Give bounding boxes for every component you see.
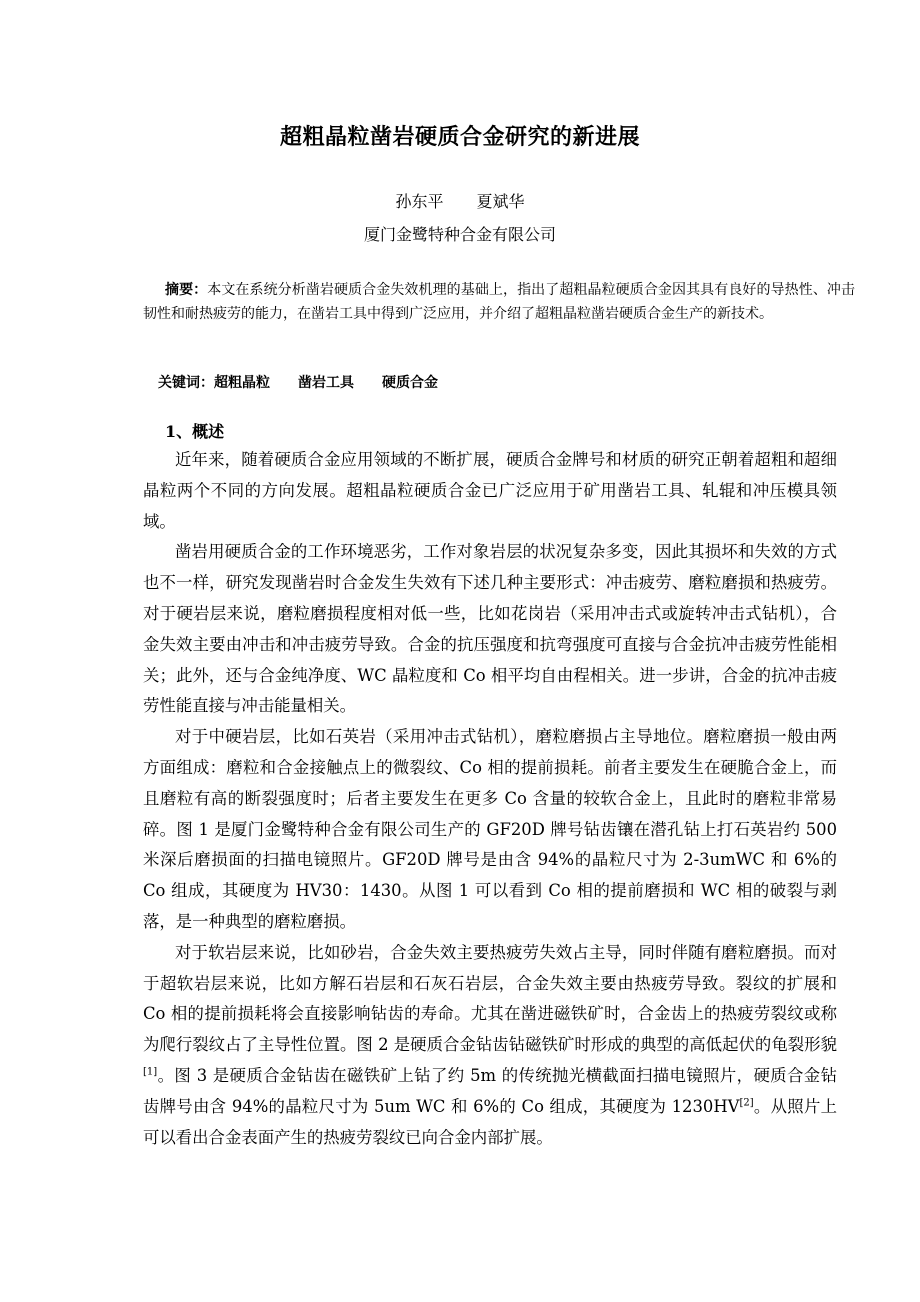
author-list	[0, 189, 920, 212]
author-affiliation: 厦门金鹭特种合金有限公司	[363, 225, 556, 244]
abstract-text: 本文在系统分析凿岩硬质合金失效机理的基础上，指出了超粗晶粒硬质合金因其具有良好的导热性、冲击韧性和耐热疲劳的能力，在凿岩工具中得到广泛应用，并介绍了超粗晶粒凿岩硬质合金生产的新技术。	[143, 282, 855, 322]
body-paragraph: 凿岩用硬质合金的工作环境恶劣，工作对象岩层的状况复杂多变，因此其损坏和失效的方式也不一样，研究发现凿岩时合金发生失效有下述几种主要形式：冲击疲劳、磨粒磨损和热疲劳。对于硬岩层来说，磨粒磨损程度相对低一些，比如花岗岩（采用冲击式或旋转冲击式钻机），合金失效主要由冲击和冲击疲劳导致。合金的抗压强度和抗弯强度可直接与合金抗冲击疲劳性能相关；此外，还与合金纯净度、WC 晶粒度和 Co 相平均自由程相关。进一步讲，合金的抗冲击疲劳性能直接与冲击能量相关。	[143, 542, 837, 716]
paragraph-text: 。从照片上可以看出合金表面产生的热疲劳裂纹已向合金内部扩展。	[143, 1096, 838, 1147]
paragraph-text: 对于软岩层来说，比如砂岩，合金失效主要热疲劳失效占主导，同时伴随有磨粒磨损。而对于超软岩层来说，比如方解石岩层和石灰石岩层，合金失效主要由热疲劳导致。裂纹的扩展和 Co 相的提前损耗将会直接影响钻齿的寿命。尤其在凿进磁铁矿时，合金齿上的热疲劳裂纹或称为爬行裂纹占了主导性位置。图 2 是硬质合金钻齿钻磁铁矿时形成的典型的高低起伏的龟裂形貌	[143, 942, 837, 1055]
author-name: 夏斌华	[476, 192, 525, 211]
body-paragraph: 近年来，随着硬质合金应用领域的不断扩展，硬质合金牌号和材质的研究正朝着超粗和超细晶粒两个不同的方向发展。超粗晶粒硬质合金已广泛应用于矿用凿岩工具、轧辊和冲压模具领域。	[143, 450, 837, 531]
body-paragraph	[143, 938, 837, 1154]
abstract-label: 摘要：	[165, 282, 208, 298]
keywords-label: 关键词：	[158, 375, 214, 391]
paragraph-text: 。图 3 是硬质合金钻齿在磁铁矿上钻了约 5m 的传统抛光横截面扫描电镜照片，硬质合金钻齿牌号由含 94%的晶粒尺寸为 5um WC 和 6%的 Co 组成，其硬度为 1230HV	[143, 1065, 837, 1116]
keywords	[158, 371, 466, 395]
body-paragraph: 对于中硬岩层，比如石英岩（采用冲击式钻机），磨粒磨损占主导地位。磨粒磨损一般由两方面组成：磨粒和合金接触点上的微裂纹、Co 相的提前损耗。前者主要发生在硬脆合金上，而且磨粒有高的断裂强度时；后者主要发生在更多 Co 含量的较软合金上，且此时的磨粒非常易碎。图 1 是厦门金鹭特种合金有限公司生产的 GF20D 牌号钻齿镶在潜孔钻上打石英岩约 500 米深后磨损面的扫描电镜照片。GF20D 牌号是由含 94%的晶粒尺寸为 2-3umWC 和 6%的 Co 组成，其硬度为 HV30：1430。从图 1 可以看到 Co 相的提前磨损和 WC 相的破裂与剥落，是一种典型的磨粒磨损。	[143, 727, 837, 931]
keyword: 硬质合金	[382, 375, 438, 391]
paper-title: 超粗晶粒凿岩硬质合金研究的新进展	[279, 124, 640, 150]
section-body	[143, 445, 837, 1153]
citation-ref[interactable]: [2]	[739, 1097, 754, 1109]
keyword: 超粗晶粒	[214, 375, 270, 391]
abstract	[143, 278, 855, 326]
author-name: 孙东平	[395, 192, 444, 211]
keyword: 凿岩工具	[298, 375, 354, 391]
section-heading: 1、概述	[165, 422, 225, 441]
citation-ref[interactable]: [1]	[143, 1066, 158, 1078]
